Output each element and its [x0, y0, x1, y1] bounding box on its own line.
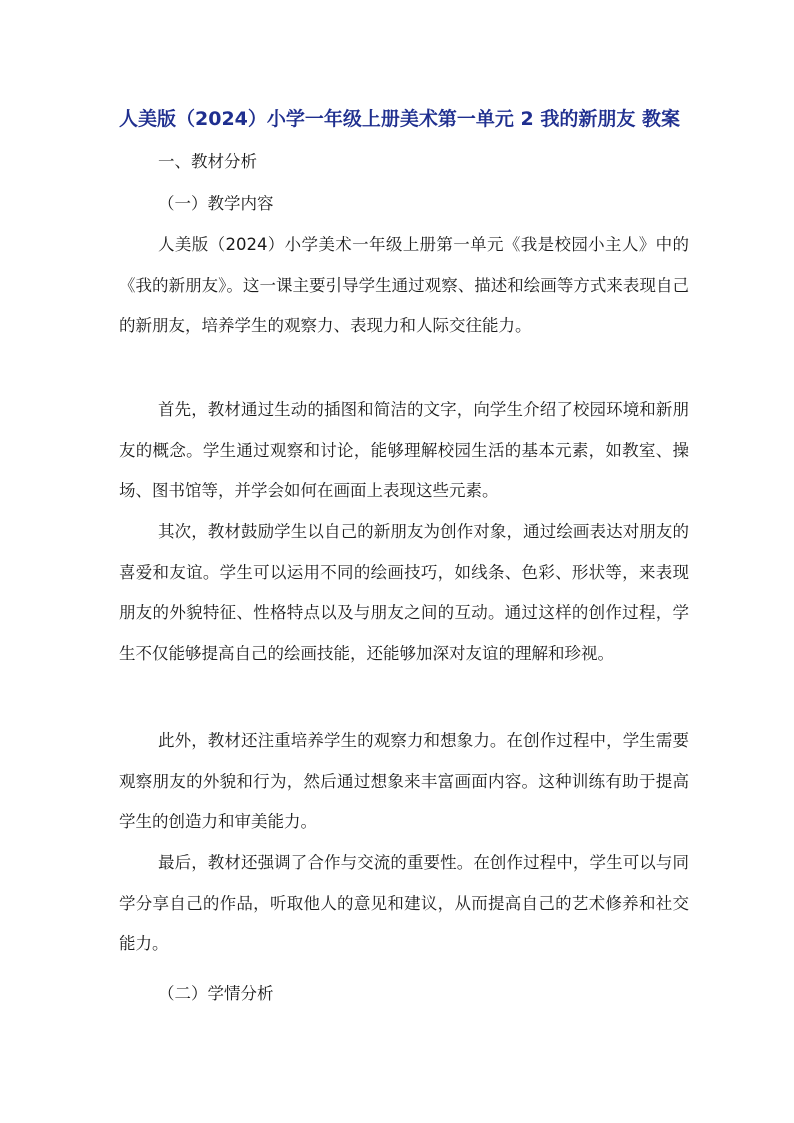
section-heading-1: 一、教材分析	[158, 152, 257, 171]
paragraph-content: 最后，教材还强调了合作与交流的重要性。在创作过程中，学生可以与同学分享自己的作品，听取他人的意见和建议，从而提高自己的艺术修养和社交能力。	[119, 853, 689, 953]
subsection-heading-2: （二）学情分析	[158, 984, 274, 1003]
paragraph-content: 其次，教材鼓励学生以自己的新朋友为创作对象，通过绘画表达对朋友的喜爱和友谊。学生可以运用不同的绘画技巧，如线条、色彩、形状等，来表现朋友的外貌特征、性格特点以及与朋友之间的互动。通过这样的创作过程，学生不仅能够提高自己的绘画技能，还能够加深对友谊的理解和珍视。	[119, 522, 689, 663]
paragraph-content: 人美版（2024）小学美术一年级上册第一单元《我是校园小主人》中的《我的新朋友》。这一课主要引导学生通过观察、描述和绘画等方式来表现自己的新朋友，培养学生的观察力、表现力和人际交往能力。	[119, 235, 689, 335]
paragraph-content: 首先，教材通过生动的插图和简洁的文字，向学生介绍了校园环境和新朋友的概念。学生通过观察和讨论，能够理解校园生活的基本元素，如教室、操场、图书馆等，并学会如何在画面上表现这些元素。	[119, 400, 689, 500]
document-title: 人美版（2024）小学一年级上册美术第一单元 2 我的新朋友 教案	[119, 108, 680, 130]
paragraph-content: 此外，教材还注重培养学生的观察力和想象力。在创作过程中，学生需要观察朋友的外貌和行为，然后通过想象来丰富画面内容。这种训练有助于提高学生的创造力和审美能力。	[119, 731, 689, 831]
subsection-heading-1: （一）教学内容	[158, 194, 274, 213]
